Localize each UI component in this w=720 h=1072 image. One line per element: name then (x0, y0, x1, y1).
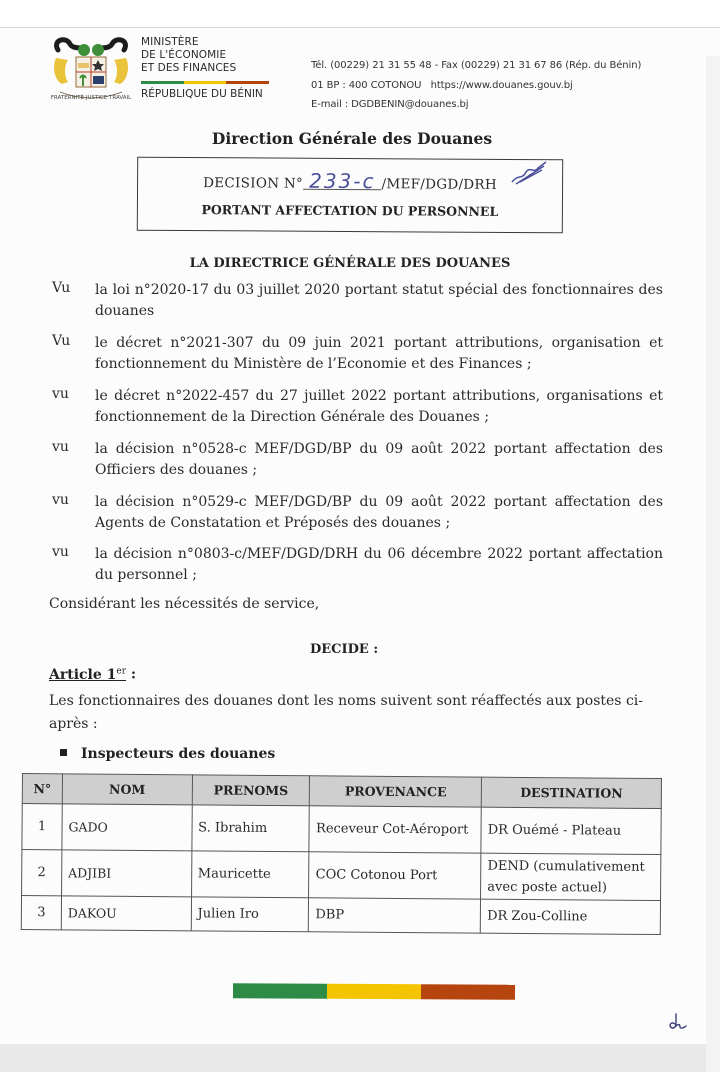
cell-prenoms: Julien Iro (191, 897, 309, 932)
col-header-destination: DESTINATION (481, 777, 661, 808)
table-row (22, 850, 661, 901)
phone-fax: Tél. (00229) 21 31 55 48 - Fax (00229) 21 31 67 86 (Rép. du Bénin) (311, 60, 642, 71)
signatory-title: LA DIRECTRICE GÉNÉRALE DES DOUANES (189, 256, 511, 271)
cell-nom: GADO (62, 804, 192, 851)
handwritten-decision-number: 233-c (303, 173, 381, 190)
cell-destination: DEND (cumulativement avec poste actuel) (481, 853, 661, 900)
flag-green (233, 983, 327, 998)
col-header-provenance: PROVENANCE (310, 776, 482, 807)
visa-text: la loi n°2020-17 du 03 juillet 2020 portant statut spécial des fonctionnaires des douanes (95, 282, 663, 319)
visa-label: Vu (52, 333, 71, 349)
cell-provenance: COC Cotonou Port (309, 852, 481, 899)
cell-prenoms: S. Ibrahim (192, 805, 310, 852)
ministry-flag-divider (141, 81, 269, 84)
cell-number: 1 (22, 804, 62, 850)
assignments-table (21, 773, 662, 935)
decision-number-line (138, 168, 562, 194)
cell-provenance: Receveur Cot-Aéroport (309, 806, 481, 853)
republic-name: RÉPUBLIQUE DU BÉNIN (141, 88, 263, 100)
ministry-line-1: MINISTÈRE (141, 36, 199, 48)
visa-label: Vu (52, 280, 71, 296)
decision-box (137, 157, 563, 234)
visa-label: vu (52, 544, 69, 560)
article-heading (49, 666, 136, 683)
address-website: 01 BP : 400 COTONOU https://www.douanes.gouv.bj (311, 79, 573, 91)
col-header-number: N° (22, 774, 62, 804)
table-row (22, 804, 661, 855)
article-title: Article 1 (49, 666, 117, 683)
cell-destination: DR Zou-Colline (480, 899, 660, 934)
article-title-suffix: : (126, 666, 137, 683)
visa-text: la décision n°0529-c MEF/DGD/BP du 09 août 2022 portant affectation des Agents de Constatation et Préposés des douanes ; (95, 494, 663, 531)
page-right-margin (706, 56, 720, 1072)
handwritten-initials-icon (666, 1012, 688, 1032)
visa-label: vu (52, 386, 69, 402)
col-header-prenoms: PRENOMS (192, 775, 310, 806)
ministry-line-2: DE L'ÉCONOMIE (141, 49, 227, 61)
visa-label: vu (52, 439, 69, 455)
contact-block (311, 56, 641, 115)
visa-text: la décision n°0528-c MEF/DGD/BP du 09 août 2022 portant affectation des Officiers des douanes ; (95, 441, 663, 478)
article-text: Les fonctionnaires des douanes dont les noms suivent sont réaffectés aux postes ci-après : (49, 693, 643, 732)
considering-clause: Considérant les nécessités de service, (49, 596, 320, 612)
ministry-name (141, 36, 236, 75)
cell-prenoms: Mauricette (191, 851, 309, 898)
cell-nom: DAKOU (61, 896, 191, 931)
decides-heading: DECIDE : (310, 642, 379, 657)
benin-coat-of-arms-icon (50, 36, 132, 104)
footer-flag-bar (233, 983, 515, 999)
visa-label: vu (52, 492, 69, 508)
paraph-signature-icon (508, 160, 548, 186)
cell-number: 3 (21, 896, 61, 930)
visa-text: le décret n°2022-457 du 27 juillet 2022 portant attributions, organisations et fonctionnement de la Direction Générale des Douanes ; (95, 388, 663, 425)
table-row (21, 896, 660, 935)
visa-text: le décret n°2021-307 du 09 juin 2021 portant attributions, organisation et fonctionnement du Ministère de l’Economie et des Finances ; (95, 335, 663, 372)
document-page (0, 28, 720, 1044)
square-bullet-icon (60, 749, 67, 756)
decision-prefix: DECISION N° (203, 175, 304, 192)
email: E-mail : DGDBENIN@douanes.bj (311, 99, 469, 110)
flag-red (421, 984, 515, 999)
category-label: Inspecteurs des douanes (81, 746, 276, 762)
decision-subject: PORTANT AFFECTATION DU PERSONNEL (201, 202, 499, 219)
decision-suffix: /MEF/DGD/DRH (381, 176, 498, 193)
category-heading (60, 746, 275, 762)
ministry-line-3: ET DES FINANCES (141, 62, 237, 74)
cell-nom: ADJIBI (61, 850, 191, 897)
col-header-nom: NOM (62, 774, 192, 805)
cell-provenance: DBP (309, 898, 481, 933)
flag-yellow (327, 984, 421, 999)
viewer-top-bar (0, 0, 720, 28)
issuer-title: Direction Générale des Douanes (211, 129, 493, 148)
svg-text:FRATERNITÉ JUSTICE TRAVAIL: FRATERNITÉ JUSTICE TRAVAIL (50, 95, 132, 101)
cell-number: 2 (22, 850, 62, 896)
cell-destination: DR Ouémé - Plateau (481, 807, 661, 854)
article-title-sup: er (116, 666, 127, 676)
visa-text: la décision n°0803-c/MEF/DGD/DRH du 06 décembre 2022 portant affectation du personnel ; (95, 546, 663, 583)
